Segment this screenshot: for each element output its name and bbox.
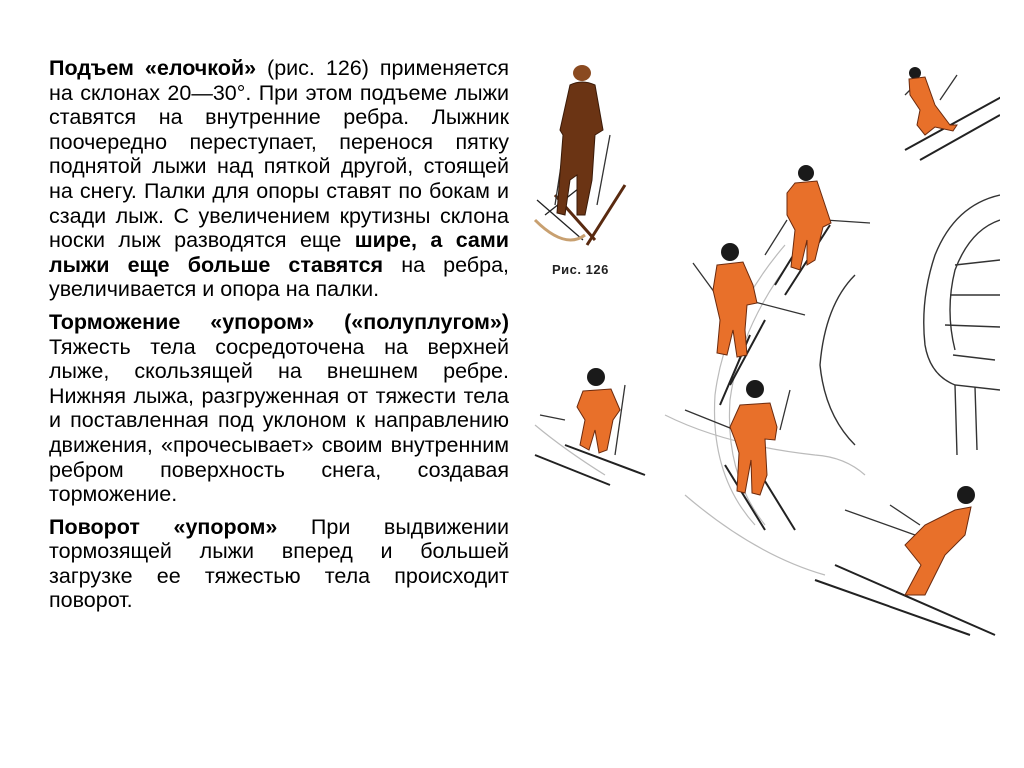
figure-caption: Рис. 126 [552,262,609,277]
skier-3 [693,243,805,405]
skier-4 [685,380,795,530]
paragraph-snowplow-braking [49,310,509,507]
herringbone-skier-figure [535,65,625,245]
text-herringbone-3: на ребра, увеличивается и опора на палки. [49,252,509,302]
text-snowplow-braking: Тяжесть тела сосредоточена на верхней лыже, скользящей на внешнем ребре. Нижняя лыжа, разгруженная от тяжести тела и поставленная под уклоном к направлению движения, «прочесывает» своим внутренним ребром поверхность снега, создавая торможение. [49,334,509,507]
paragraph-herringbone [49,56,509,302]
paragraph-stem-turn [49,515,509,613]
heading-stem-turn: Поворот «упором» [49,514,278,539]
text-herringbone-1: (рис. 126) применяется на склонах 20—30°. При этом подъеме лыжи ставятся на внутренние ребра. Лыжник поочередно переступает, перенося пятку поднятой лыжи над пяткой другой, стоящей на снегу. Палки для опоры ставят по бокам и сзади лыж. С увеличением крутизны склона носки лыж разводятся еще [49,56,509,253]
heading-herringbone: Подъем «елочкой» [49,56,257,80]
skier-5 [535,368,645,485]
text-herringbone-bold: шире, а сами лыжи еще больше ставятся [49,228,509,277]
text-column [49,56,509,621]
text-stem-turn: При выдвижении тормозящей лыжи вперед и большей загрузке ее тяжестью тела происходит поворот. [49,514,509,613]
ski-illustration [525,55,1000,640]
skier-6 [815,486,995,635]
heading-snowplow-braking: Торможение «упором» («полуплугом») [49,309,509,334]
skier-1 [905,67,1000,160]
tree-drawing [820,195,1000,455]
